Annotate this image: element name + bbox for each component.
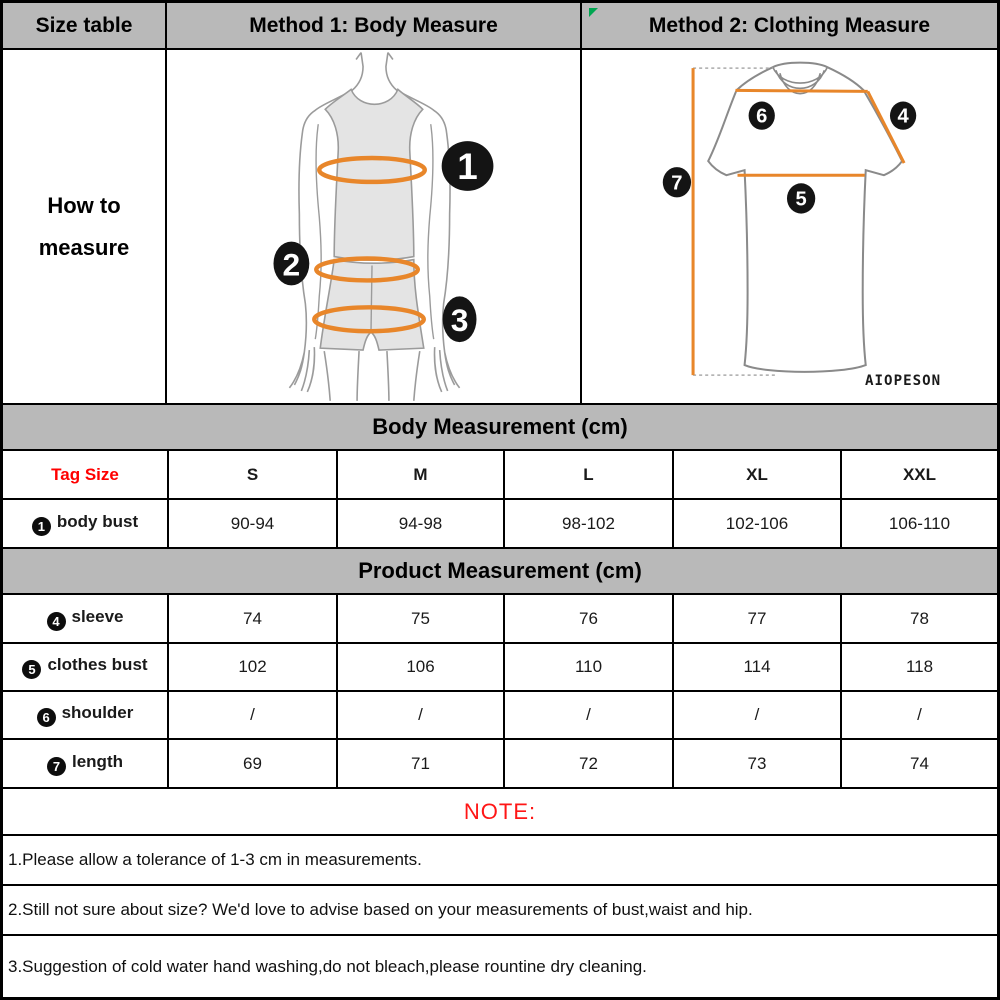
shoulder-label: 6 shoulder: [3, 691, 168, 739]
body-bust-m: 94-98: [337, 499, 504, 547]
clothes-bust-row: [3, 643, 997, 691]
sleeve-xxl: 78: [841, 595, 997, 643]
how-to-line1: How to: [47, 192, 121, 218]
tshirt-diagram-icon: [582, 50, 997, 403]
green-corner-flag-icon: [589, 8, 598, 17]
sleeve-row: [3, 595, 997, 643]
body-bust-row: [3, 499, 997, 547]
clothes-bust-l: 110: [504, 643, 673, 691]
body-bust-s: 90-94: [168, 499, 337, 547]
body-bust-label: 1 body bust: [3, 499, 168, 547]
body-bust-xxl: 106-110: [841, 499, 997, 547]
body-bust-l: 98-102: [504, 499, 673, 547]
sleeve-label: 4 sleeve: [3, 595, 168, 643]
note-item-3: 3.Suggestion of cold water hand washing,do not bleach,please rountine dry cleaning.: [3, 936, 997, 997]
product-measurement-table: [3, 595, 997, 787]
clothes-bust-s: 102: [168, 643, 337, 691]
body-marker-1-icon: [442, 141, 494, 191]
svg-text:3: 3: [450, 302, 469, 339]
shirt-marker-5-icon: [787, 183, 815, 213]
brand-text: AIOPESON: [865, 373, 942, 390]
length-label: 7 length: [3, 739, 168, 787]
clothing-measure-illustration: [582, 50, 997, 403]
body-marker-3-icon: [443, 296, 477, 342]
header-method1: Method 1: Body Measure: [167, 3, 582, 48]
illustration-row: [3, 50, 997, 403]
svg-text:7: 7: [671, 172, 683, 195]
shoulder-xl: /: [673, 691, 841, 739]
tag-size-row: [3, 451, 997, 499]
marker-4-bullet-icon: 4: [47, 612, 66, 631]
how-to-line2: measure: [38, 234, 130, 260]
clothes-bust-xxl: 118: [841, 643, 997, 691]
svg-text:2: 2: [282, 246, 301, 283]
size-col-l: L: [504, 451, 673, 499]
clothes-bust-label: 5 clothes bust: [3, 643, 168, 691]
body-measure-illustration: [167, 50, 582, 403]
shoulder-l: /: [504, 691, 673, 739]
marker-6-bullet-icon: 6: [37, 708, 56, 727]
shirt-marker-6-icon: [749, 101, 775, 129]
body-figure-icon: [167, 50, 580, 403]
sleeve-l: 76: [504, 595, 673, 643]
length-s: 69: [168, 739, 337, 787]
tag-size-header: Tag Size: [3, 451, 168, 499]
header-method2: Method 2: Clothing Measure: [648, 13, 931, 37]
sleeve-m: 75: [337, 595, 504, 643]
product-measurement-band: Product Measurement (cm): [3, 547, 997, 595]
length-xxl: 74: [841, 739, 997, 787]
body-bust-xl: 102-106: [673, 499, 841, 547]
sleeve-xl: 77: [673, 595, 841, 643]
length-xl: 73: [673, 739, 841, 787]
svg-text:6: 6: [756, 105, 768, 128]
clothes-bust-xl: 114: [673, 643, 841, 691]
svg-text:1: 1: [457, 145, 478, 187]
size-col-xl: XL: [673, 451, 841, 499]
size-col-m: M: [337, 451, 504, 499]
marker-7-bullet-icon: 7: [47, 757, 66, 776]
svg-text:4: 4: [897, 105, 909, 128]
size-col-s: S: [168, 451, 337, 499]
note-item-1: 1.Please allow a tolerance of 1-3 cm in measurements.: [3, 836, 997, 886]
size-col-xxl: XXL: [841, 451, 997, 499]
shoulder-xxl: /: [841, 691, 997, 739]
header-size-table: Size table: [3, 3, 167, 48]
marker-5-bullet-icon: 5: [22, 660, 41, 679]
shoulder-row: [3, 691, 997, 739]
length-m: 71: [337, 739, 504, 787]
shoulder-m: /: [337, 691, 504, 739]
shirt-marker-7-icon: [663, 167, 691, 197]
note-item-2: 2.Still not sure about size? We'd love to advise based on your measurements of bust,waist and hip.: [3, 886, 997, 936]
length-row: [3, 739, 997, 787]
header-row: [3, 3, 997, 50]
svg-text:5: 5: [795, 188, 807, 211]
body-measurement-band: Body Measurement (cm): [3, 403, 997, 451]
how-to-measure-cell: [3, 50, 167, 403]
body-measurement-table: [3, 451, 997, 547]
shoulder-s: /: [168, 691, 337, 739]
marker-1-bullet-icon: 1: [32, 517, 51, 536]
note-title: NOTE:: [3, 787, 997, 836]
body-marker-2-icon: [273, 242, 309, 286]
length-l: 72: [504, 739, 673, 787]
shirt-marker-4-icon: [890, 101, 916, 129]
sleeve-s: 74: [168, 595, 337, 643]
clothes-bust-m: 106: [337, 643, 504, 691]
